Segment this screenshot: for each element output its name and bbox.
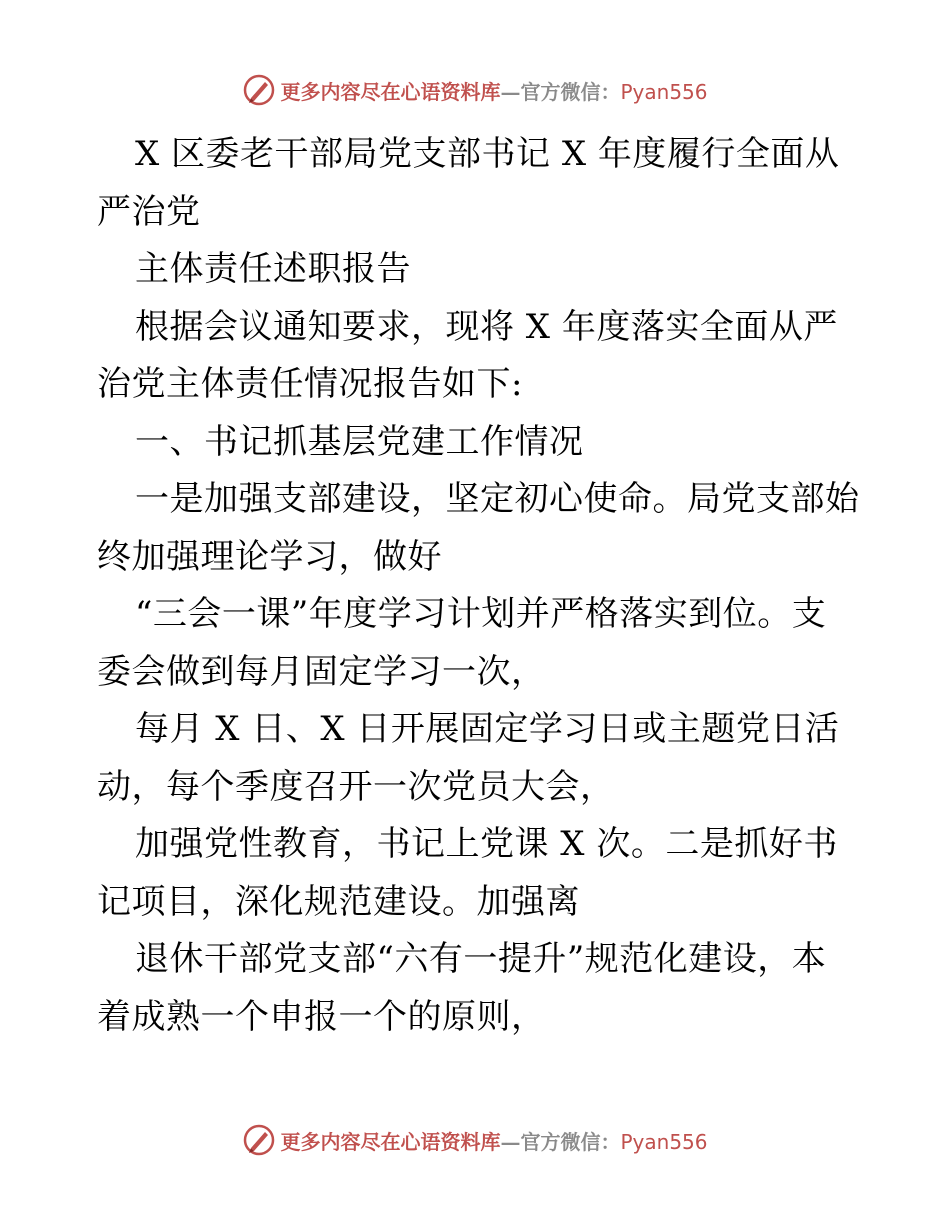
document-line: 终加强理论学习，做好 [97, 536, 442, 577]
document-line: 着成熟一个申报一个的原则， [97, 996, 546, 1037]
watermark-dash: — [500, 1129, 521, 1154]
document-line: 一、书记抓基层党建工作情况 [135, 421, 584, 462]
document-line: 加强党性教育，书记上党课 X 次。二是抓好书 [135, 824, 838, 864]
watermark-id: Pyan556 [620, 79, 708, 104]
document-line: 记项目，深化规范建设。加强离 [97, 881, 580, 922]
document-body [97, 126, 860, 1046]
document-line: 动，每个季度召开一次党员大会， [97, 766, 615, 807]
watermark-label: 官方微信： [520, 1129, 621, 1154]
pen-logo-icon [242, 1123, 276, 1157]
footer-watermark [0, 1120, 950, 1160]
document-line: 根据会议通知要求，现将 X 年度落实全面从严 [135, 306, 838, 347]
document-line: “三会一课”年度学习计划并严格落实到位。支 [135, 594, 827, 634]
watermark-brand: 更多内容尽在心语资料库 [280, 79, 501, 104]
document-line: 严治党 [97, 191, 201, 232]
watermark-dash: — [500, 79, 521, 104]
document-line: X 区委老干部局党支部书记 X 年度履行全面从 [135, 134, 840, 174]
watermark-label: 官方微信： [520, 79, 621, 104]
pen-logo-icon [242, 73, 276, 107]
document-line: 治党主体责任情况报告如下: [97, 364, 523, 404]
header-watermark [0, 70, 950, 110]
document-line: 退休干部党支部“六有一提升”规范化建设，本 [135, 939, 827, 979]
document-line: 每月 X 日、X 日开展固定学习日或主题党日活 [135, 709, 840, 749]
watermark-id: Pyan556 [620, 1129, 708, 1154]
document-line: 主体责任述职报告 [135, 249, 411, 289]
document-line: 委会做到每月固定学习一次， [97, 651, 546, 692]
watermark-brand: 更多内容尽在心语资料库 [280, 1129, 501, 1154]
document-line: 一是加强支部建设，坚定初心使命。局党支部始 [135, 479, 860, 519]
